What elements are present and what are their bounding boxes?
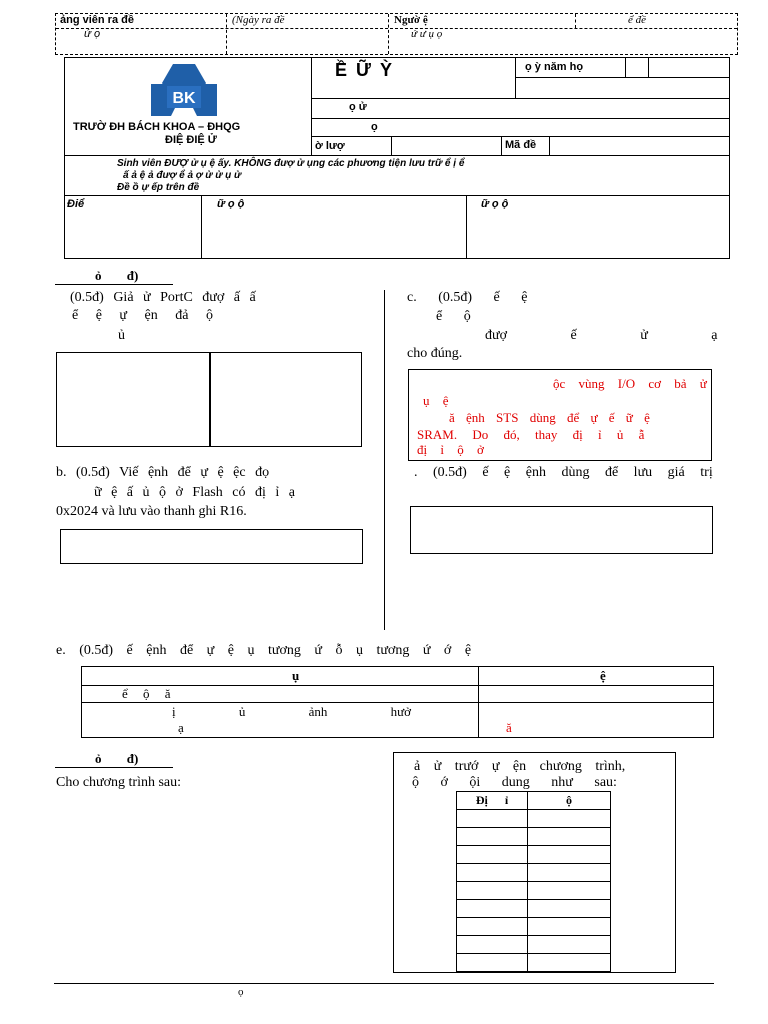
memory-row	[457, 864, 611, 882]
section2-title: ỏ đ)	[95, 751, 139, 766]
reviewer-label: Ngườ ệ	[394, 14, 428, 26]
school-logo	[151, 64, 217, 122]
part-c-answer-line4: SRAM. Do đó, thay đị ỉ ủ ẫ	[417, 427, 645, 442]
part-d-answer-box[interactable]	[410, 506, 713, 554]
part-e-line: e. (0.5đ) ế ệnh để ự ệ ụ tương ứ ỗ ụ tương ứ ớ ệ	[56, 643, 472, 658]
part-e-table	[81, 666, 714, 738]
part-c-answer-line1: ộc vùng I/O cơ bả ử	[553, 376, 707, 391]
part-b-line1: b. (0.5đ) Viế ệnh để ự ệ ệc đọ	[56, 465, 270, 480]
memory-row	[457, 882, 611, 900]
footer-text: ọ	[238, 986, 244, 998]
school-line1: TRƯỜ ĐH BÁCH KHOA – ĐHQG	[73, 121, 241, 133]
memory-content-cell[interactable]	[528, 954, 611, 972]
logo-sub: TP.HCM	[174, 111, 194, 117]
memory-header-content: ộ	[528, 792, 611, 810]
memory-row	[457, 810, 611, 828]
instructions-line1: Sinh viên ĐƯỢ ử ụ ệ ấy. KHÔNG đượ ử ụng các phương tiện lưu trữ ể ị ể	[117, 158, 465, 169]
memory-row	[457, 936, 611, 954]
part-c-line1: c. (0.5đ) ế ệ	[407, 290, 528, 305]
memory-content-cell[interactable]	[528, 810, 611, 828]
author-sub: ứ ọ	[84, 28, 101, 40]
instructions-line3: Đề ồ ự ếp trên đề	[117, 182, 200, 193]
memory-box-line1: ả ử trướ ự ện chương trình,	[414, 759, 626, 774]
part-a-answer-box[interactable]	[56, 352, 362, 447]
memory-address-cell[interactable]	[457, 936, 528, 954]
exam-header-box	[64, 57, 730, 259]
memory-address-cell[interactable]	[457, 828, 528, 846]
part-e-row2-line2: ạ	[178, 720, 184, 735]
memory-row	[457, 918, 611, 936]
exam-code-label: Mã đề	[505, 139, 537, 151]
score-label: Điể	[67, 198, 85, 210]
footer-rule	[54, 983, 714, 985]
part-e-row1: ể ộ ă	[122, 686, 171, 701]
memory-content-cell[interactable]	[528, 900, 611, 918]
memory-content-cell[interactable]	[528, 828, 611, 846]
memory-address-cell[interactable]	[457, 918, 528, 936]
class-label: ọ	[371, 121, 378, 133]
author-label: ảng viên ra đề	[60, 14, 134, 26]
memory-content-cell[interactable]	[528, 918, 611, 936]
part-c-answer-line2: ụ ệ	[423, 393, 449, 408]
column-divider	[384, 290, 386, 630]
semester-label: ọ ỳ năm họ	[525, 61, 584, 73]
memory-content-cell[interactable]	[528, 846, 611, 864]
memory-address-cell[interactable]	[457, 882, 528, 900]
duration-label: ờ lượ	[315, 140, 345, 152]
section1-title: ỏ đ)	[95, 268, 139, 283]
part-b-answer-box[interactable]	[60, 529, 363, 564]
memory-header-address: Đị ỉ	[457, 792, 528, 810]
part-e-row2-answer: ă	[506, 720, 512, 735]
memory-table	[456, 791, 611, 972]
part-a-line1: (0.5đ) Giả ử PortC đượ ấ ấ	[70, 290, 256, 305]
part-c-line4: cho đúng.	[407, 346, 463, 361]
part-d-line1: . (0.5đ) ế ệ ệnh dùng để lưu giá trị	[414, 465, 713, 480]
logo-letters: BK	[172, 90, 196, 107]
part-b-line3: 0x2024 và lưu vào thanh ghi R16.	[56, 504, 247, 519]
memory-box	[393, 752, 676, 973]
part-e-row2-line1: ị ủ ảnh hưở	[172, 704, 412, 719]
part-c-line2: ể ộ	[436, 309, 471, 324]
memory-address-cell[interactable]	[457, 900, 528, 918]
memory-address-cell[interactable]	[457, 954, 528, 972]
part-a-line3: ủ	[118, 328, 125, 343]
part-c-answer-line5: đị ỉ ộ ở	[417, 442, 484, 457]
top-header-box	[55, 13, 738, 55]
memory-row	[457, 900, 611, 918]
section2-intro: Cho chương trình sau:	[56, 775, 182, 790]
date-label: (Ngày ra đề	[232, 14, 285, 26]
memory-row	[457, 846, 611, 864]
signature-2: ữ ọ ộ	[481, 198, 509, 210]
part-c-answer-box	[408, 369, 712, 461]
memory-address-cell[interactable]	[457, 864, 528, 882]
memory-row	[457, 828, 611, 846]
part-b-line2: ữ ệ ấ ủ ộ ở Flash có đị ỉ ạ	[94, 485, 295, 500]
memory-content-cell[interactable]	[528, 936, 611, 954]
subject-label: ọ ử	[349, 101, 367, 113]
memory-content-cell[interactable]	[528, 864, 611, 882]
memory-row	[457, 954, 611, 972]
memory-content-cell[interactable]	[528, 882, 611, 900]
exam-title: Ề Ữ Ỳ	[335, 60, 394, 80]
signature-1: ữ ọ ộ	[217, 198, 245, 210]
memory-address-cell[interactable]	[457, 846, 528, 864]
memory-box-line2: ộ ớ ội dung như sau:	[412, 775, 617, 790]
part-c-line3: đượ ế ử ạ	[485, 328, 718, 343]
part-e-header-instruction: ệ	[600, 668, 606, 683]
school-line2: ĐIỆ ĐIỆ Ử	[165, 134, 217, 146]
reviewer-date: ể đề	[628, 14, 647, 26]
reviewer-sub: ứ ư ụ ọ	[411, 28, 443, 40]
instructions-line2: ấ ả ệ ả đượ ể ả ợ ử ử ụ ử	[123, 170, 242, 181]
memory-address-cell[interactable]	[457, 810, 528, 828]
part-e-header-task: ụ	[292, 668, 300, 683]
part-c-answer-line3: ă ệnh STS dùng để ự ế ữ ệ	[449, 410, 650, 425]
part-a-line2: ể ệ ự ện đả ộ	[72, 308, 213, 323]
